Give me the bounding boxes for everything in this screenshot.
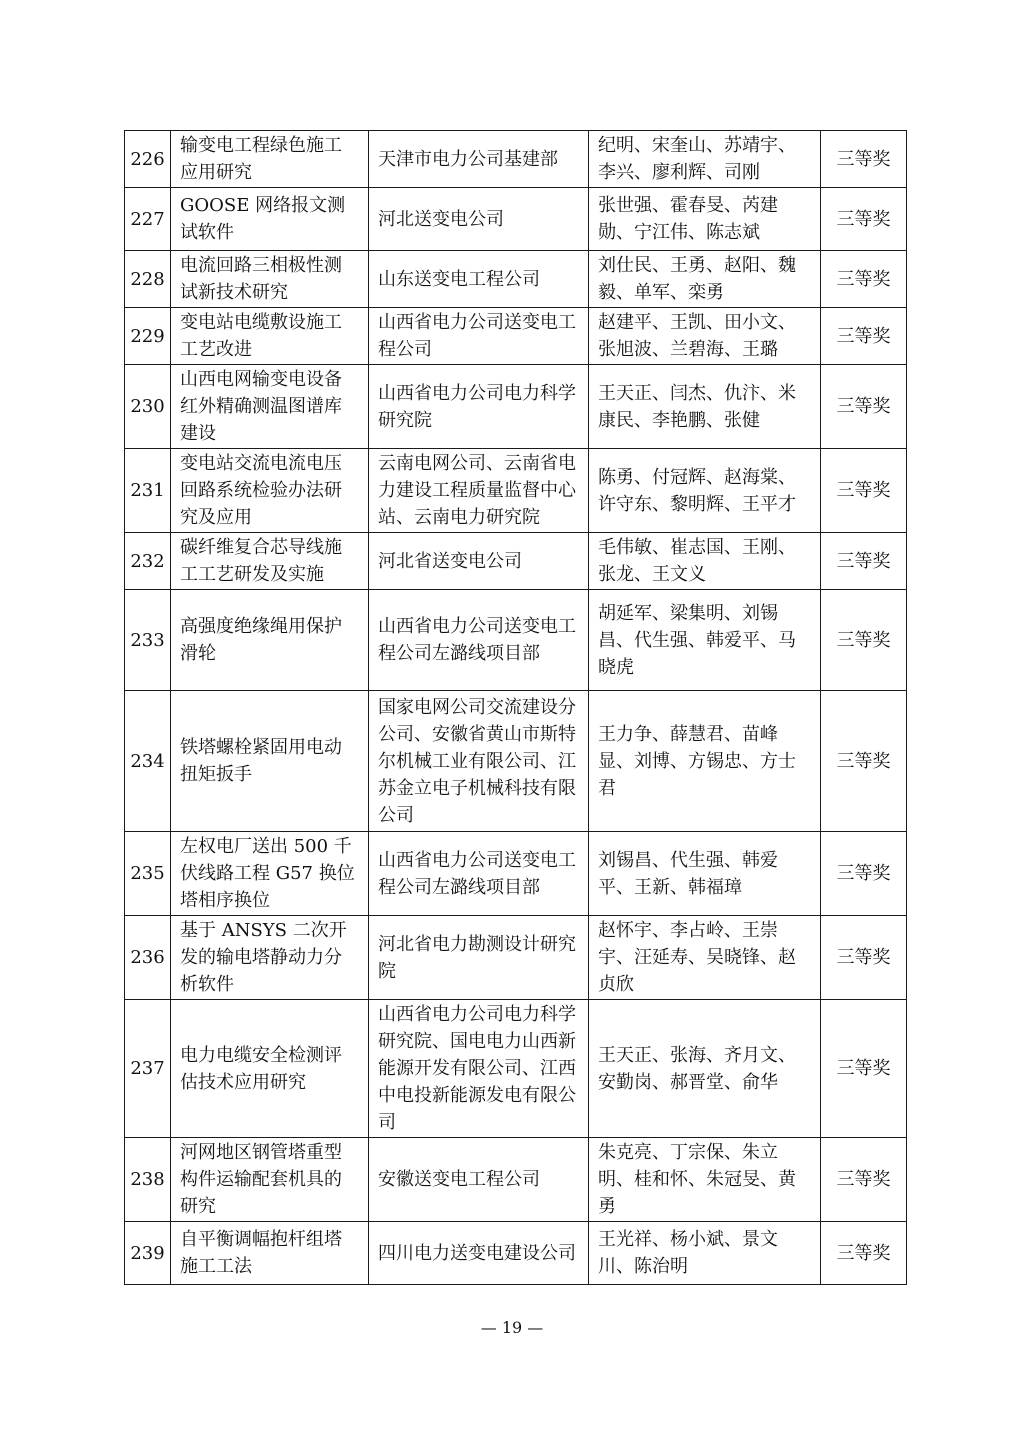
main-contributors: 张世强、霍春旻、芮建勋、宁江伟、陈志斌 (589, 188, 821, 251)
project-name: 基于 ANSYS 二次开发的输电塔静动力分析软件 (171, 916, 369, 1000)
main-contributors: 胡延军、梁集明、刘锡昌、代生强、韩爱平、马晓虎 (589, 590, 821, 691)
table-row (125, 131, 907, 188)
main-contributors: 纪明、宋奎山、苏靖宇、李兴、廖利辉、司刚 (589, 131, 821, 188)
main-contributors: 陈勇、付冠辉、赵海棠、许守东、黎明辉、王平才 (589, 449, 821, 533)
project-name: 电力电缆安全检测评估技术应用研究 (171, 1000, 369, 1138)
main-contributors: 毛伟敏、崔志国、王刚、张龙、王文义 (589, 533, 821, 590)
table-row (125, 1222, 907, 1285)
completing-unit: 山西省电力公司送变电工程公司左潞线项目部 (369, 590, 589, 691)
award-level: 三等奖 (821, 308, 907, 365)
row-number: 232 (125, 533, 171, 590)
main-contributors: 王光祥、杨小斌、景文川、陈治明 (589, 1222, 821, 1285)
row-number: 237 (125, 1000, 171, 1138)
award-level: 三等奖 (821, 533, 907, 590)
main-contributors: 朱克亮、丁宗保、朱立明、桂和怀、朱冠旻、黄勇 (589, 1138, 821, 1222)
table-row (125, 832, 907, 916)
table-row (125, 188, 907, 251)
award-level: 三等奖 (821, 691, 907, 832)
row-number: 233 (125, 590, 171, 691)
completing-unit: 山西省电力公司电力科学研究院、国电电力山西新能源开发有限公司、江西中电投新能源发电有限公司 (369, 1000, 589, 1138)
completing-unit: 山西省电力公司送变电工程公司左潞线项目部 (369, 832, 589, 916)
completing-unit: 国家电网公司交流建设分公司、安徽省黄山市斯特尔机械工业有限公司、江苏金立电子机械科技有限公司 (369, 691, 589, 832)
completing-unit: 山东送变电工程公司 (369, 251, 589, 308)
award-level: 三等奖 (821, 1222, 907, 1285)
award-level: 三等奖 (821, 251, 907, 308)
project-name: 山西电网输变电设备红外精确测温图谱库建设 (171, 365, 369, 449)
row-number: 228 (125, 251, 171, 308)
row-number: 239 (125, 1222, 171, 1285)
table-row (125, 1000, 907, 1138)
project-name: 碳纤维复合芯导线施工工艺研发及实施 (171, 533, 369, 590)
row-number: 231 (125, 449, 171, 533)
completing-unit: 山西省电力公司电力科学研究院 (369, 365, 589, 449)
completing-unit: 四川电力送变电建设公司 (369, 1222, 589, 1285)
row-number: 236 (125, 916, 171, 1000)
table-row (125, 590, 907, 691)
project-name: 左权电厂送出 500 千伏线路工程 G57 换位塔相序换位 (171, 832, 369, 916)
row-number: 227 (125, 188, 171, 251)
award-level: 三等奖 (821, 916, 907, 1000)
project-name: 输变电工程绿色施工应用研究 (171, 131, 369, 188)
main-contributors: 赵怀宇、李占岭、王崇宇、汪延寿、吴晓锋、赵贞欣 (589, 916, 821, 1000)
award-level: 三等奖 (821, 449, 907, 533)
main-contributors: 王天正、闫杰、仇汴、米康民、李艳鹏、张健 (589, 365, 821, 449)
awards-table (124, 130, 907, 1285)
row-number: 230 (125, 365, 171, 449)
project-name: 铁塔螺栓紧固用电动扭矩扳手 (171, 691, 369, 832)
page-number: — 19 — (480, 1318, 544, 1337)
table-row (125, 251, 907, 308)
table-row (125, 533, 907, 590)
completing-unit: 河北省送变电公司 (369, 533, 589, 590)
completing-unit: 河北送变电公司 (369, 188, 589, 251)
completing-unit: 云南电网公司、云南省电力建设工程质量监督中心站、云南电力研究院 (369, 449, 589, 533)
project-name: 自平衡调幅抱杆组塔施工工法 (171, 1222, 369, 1285)
completing-unit: 安徽送变电工程公司 (369, 1138, 589, 1222)
award-level: 三等奖 (821, 1138, 907, 1222)
table-row (125, 449, 907, 533)
project-name: 变电站交流电流电压回路系统检验办法研究及应用 (171, 449, 369, 533)
award-level: 三等奖 (821, 832, 907, 916)
awards-table-body (125, 131, 907, 1285)
main-contributors: 王力争、薛慧君、苗峰显、刘博、方锡忠、方士君 (589, 691, 821, 832)
main-contributors: 赵建平、王凯、田小文、张旭波、兰碧海、王璐 (589, 308, 821, 365)
row-number: 238 (125, 1138, 171, 1222)
main-contributors: 刘锡昌、代生强、韩爱平、王新、韩福璋 (589, 832, 821, 916)
project-name: GOOSE 网络报文测试软件 (171, 188, 369, 251)
table-row (125, 308, 907, 365)
project-name: 高强度绝缘绳用保护滑轮 (171, 590, 369, 691)
row-number: 226 (125, 131, 171, 188)
row-number: 234 (125, 691, 171, 832)
table-row (125, 365, 907, 449)
table-row (125, 916, 907, 1000)
row-number: 229 (125, 308, 171, 365)
completing-unit: 河北省电力勘测设计研究院 (369, 916, 589, 1000)
project-name: 电流回路三相极性测试新技术研究 (171, 251, 369, 308)
row-number: 235 (125, 832, 171, 916)
award-level: 三等奖 (821, 188, 907, 251)
project-name: 变电站电缆敷设施工工艺改进 (171, 308, 369, 365)
main-contributors: 王天正、张海、齐月文、安勤岗、郝晋堂、俞华 (589, 1000, 821, 1138)
completing-unit: 天津市电力公司基建部 (369, 131, 589, 188)
award-level: 三等奖 (821, 131, 907, 188)
table-row (125, 691, 907, 832)
table-row (125, 1138, 907, 1222)
main-contributors: 刘仕民、王勇、赵阳、魏毅、单军、栾勇 (589, 251, 821, 308)
project-name: 河网地区钢管塔重型构件运输配套机具的研究 (171, 1138, 369, 1222)
completing-unit: 山西省电力公司送变电工程公司 (369, 308, 589, 365)
award-level: 三等奖 (821, 365, 907, 449)
award-level: 三等奖 (821, 590, 907, 691)
award-level: 三等奖 (821, 1000, 907, 1138)
